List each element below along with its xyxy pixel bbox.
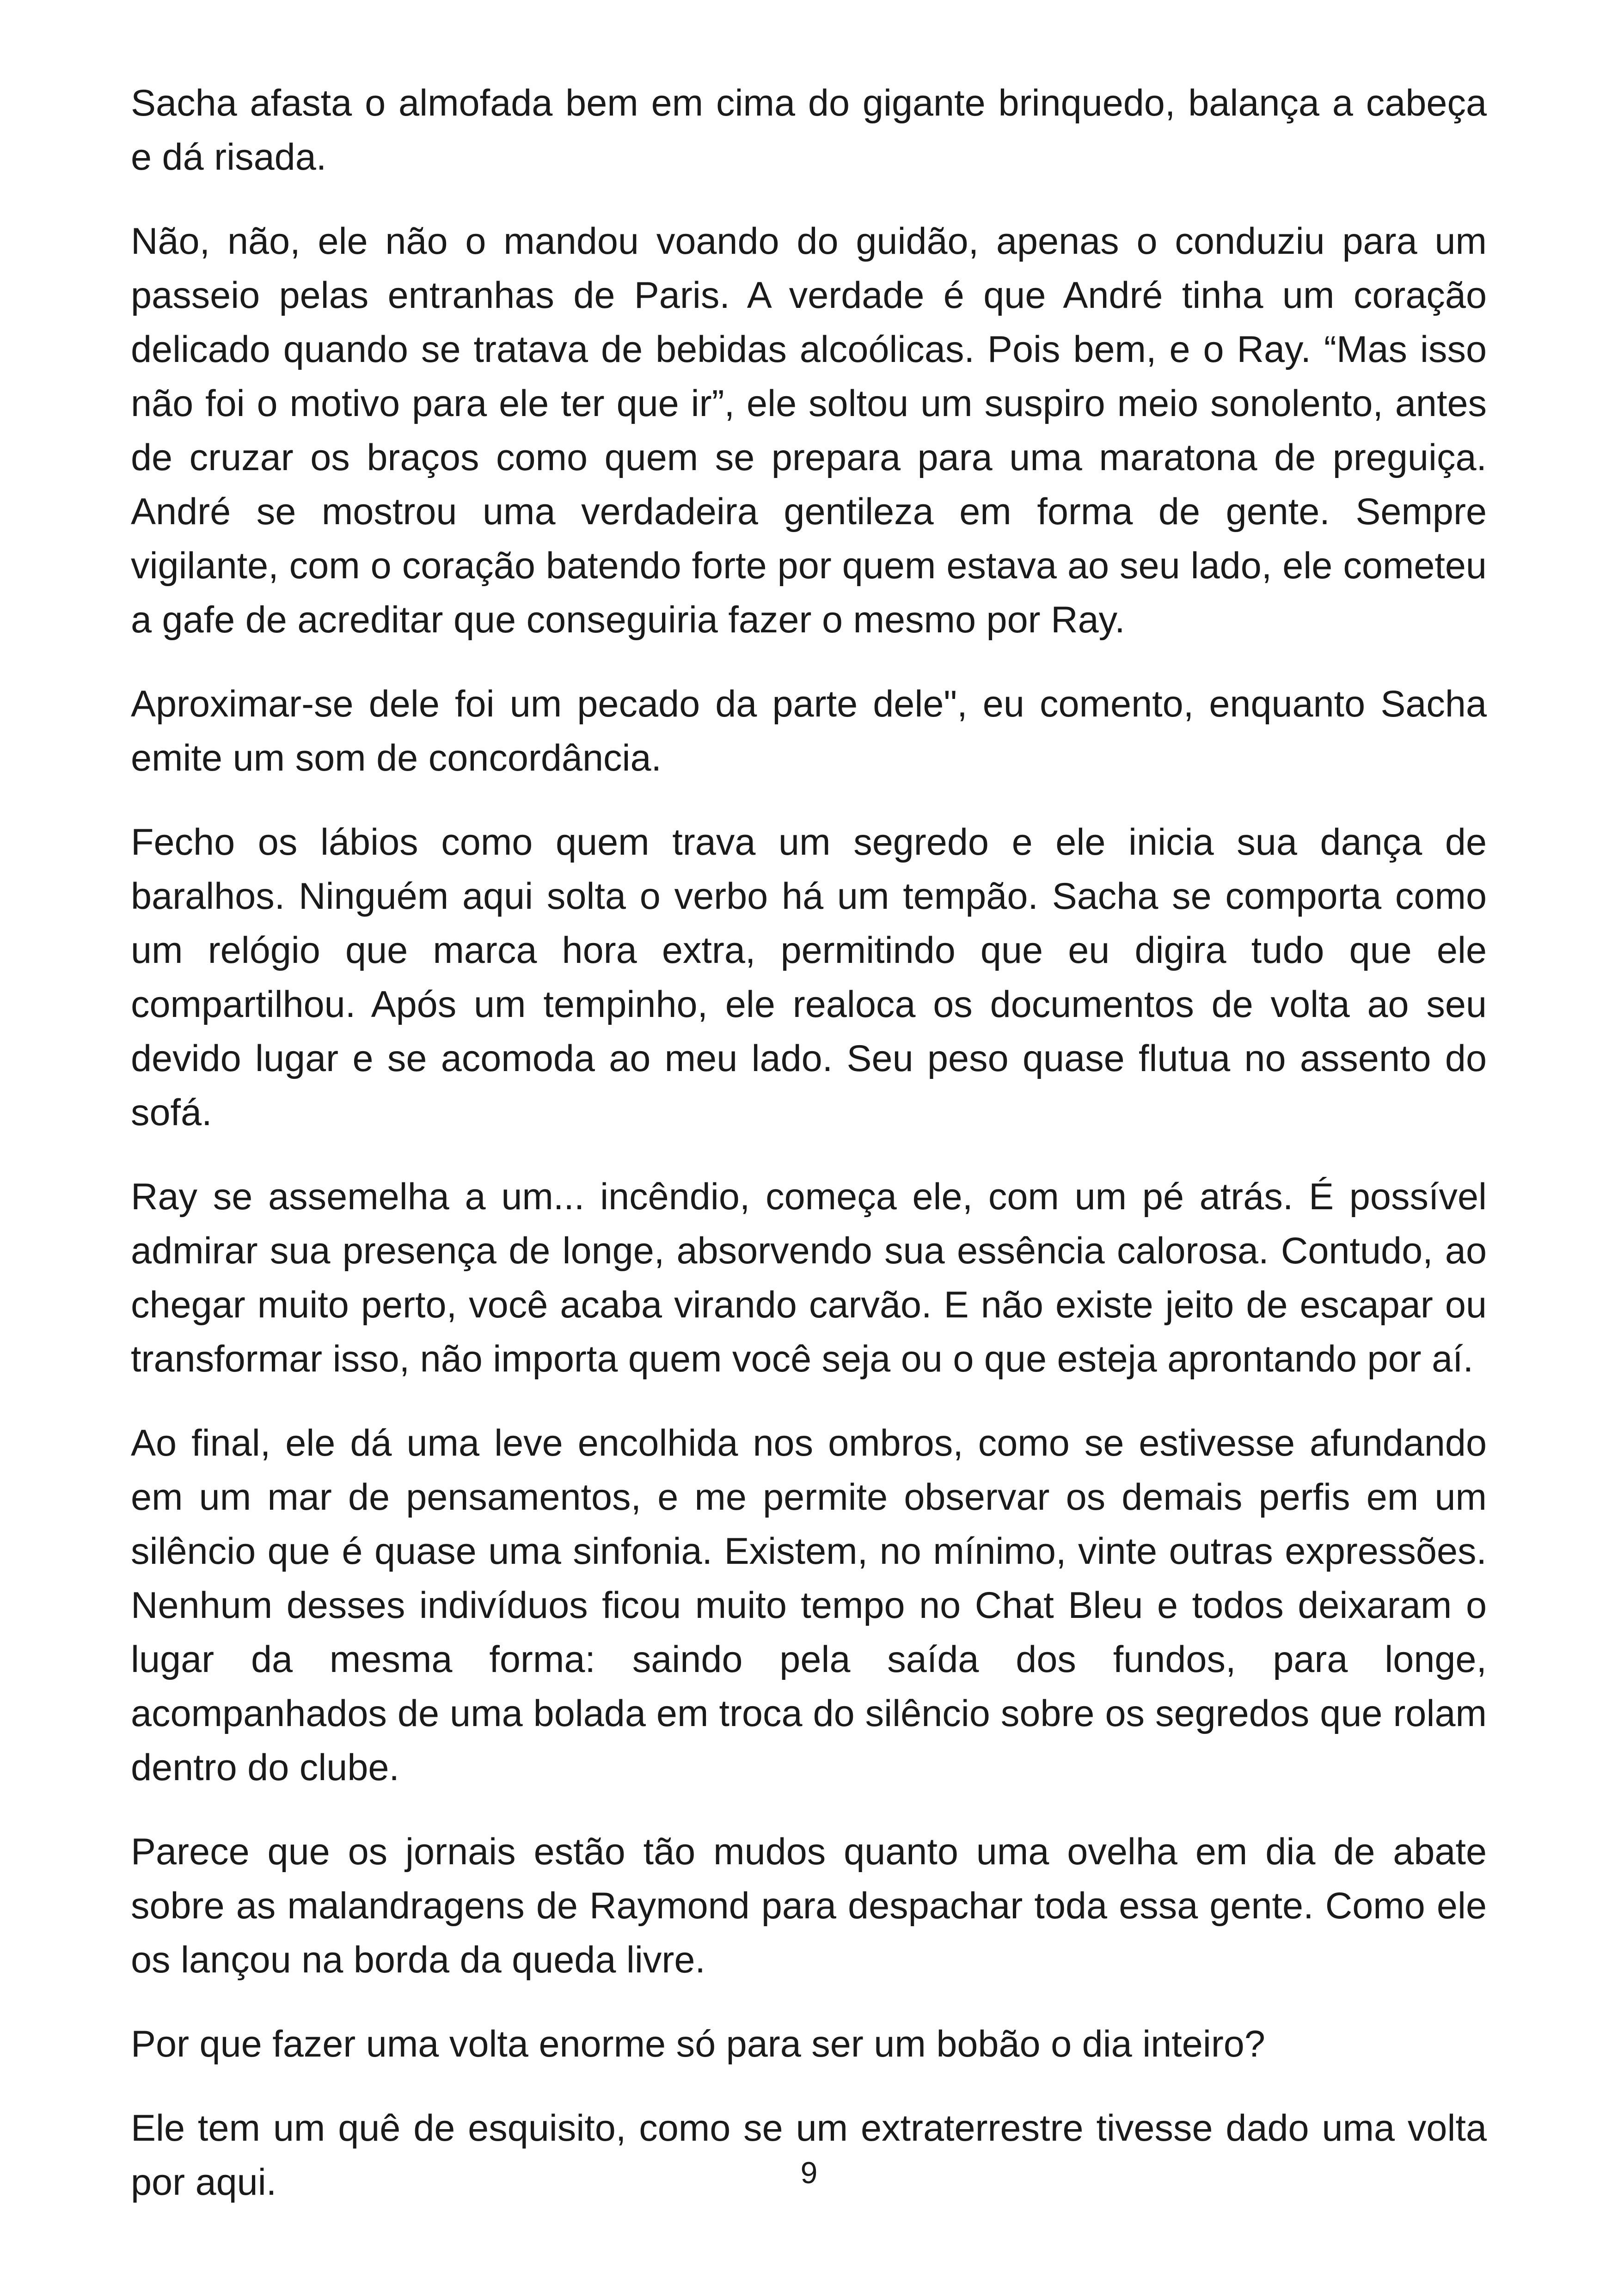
page-number: 9 [800, 2155, 818, 2190]
paragraph-2: Não, não, ele não o mandou voando do guidão, apenas o conduziu para um passeio pelas entranhas de Paris. A verdade é que André tinha um coração delicado quando se tratava de bebidas alcoólicas. Pois bem, e o Ray. “Mas isso não foi o motivo para ele ter que ir”, ele soltou um suspiro meio sonolento, antes de cruzar os braços como quem se prepara para uma maratona de preguiça. André se mostrou uma verdadeira gentileza em forma de gente. Sempre vigilante, com o coração batendo forte por quem estava ao seu lado, ele cometeu a gafe de acreditar que conseguiria fazer o mesmo por Ray. [131, 220, 1487, 641]
body-text [131, 76, 1487, 2240]
paragraph-6: Ao final, ele dá uma leve encolhida nos ombros, como se estivesse afundando em um mar de pensamentos, e me permite observar os demais perfis em um silêncio que é quase uma sinfonia. Existem, no mínimo, vinte outras expressões. Nenhum desses indivíduos ficou muito tempo no Chat Bleu e todos deixaram o lugar da mesma forma: saindo pela saída dos fundos, para longe, acompanhados de uma bolada em troca do silêncio sobre os segredos que rolam dentro do clube. [131, 1422, 1487, 1788]
paragraph-8: Por que fazer uma volta enorme só para ser um bobão o dia inteiro? [131, 2023, 1265, 2065]
paragraph-5: Ray se assemelha a um... incêndio, começa ele, com um pé atrás. É possível admirar sua presença de longe, absorvendo sua essência calorosa. Contudo, ao chegar muito perto, você acaba virando carvão. E não existe jeito de escapar ou transformar isso, não importa quem você seja ou o que esteja aprontando por aí. [131, 1176, 1487, 1380]
paragraph-4: Fecho os lábios como quem trava um segredo e ele inicia sua dança de baralhos. Ninguém aqui solta o verbo há um tempão. Sacha se comporta como um relógio que marca hora extra, permitindo que eu digira tudo que ele compartilhou. Após um tempinho, ele realoca os documentos de volta ao seu devido lugar e se acomoda ao meu lado. Seu peso quase flutua no assento do sofá. [131, 821, 1487, 1133]
paragraph-1: Sacha afasta o almofada bem em cima do gigante brinquedo, balança a cabeça e dá risada. [131, 82, 1487, 178]
paragraph-9: Ele tem um quê de esquisito, como se um extraterrestre tivesse dado uma volta por aqui. [131, 2107, 1487, 2203]
paragraph-7: Parece que os jornais estão tão mudos quanto uma ovelha em dia de abate sobre as malandragens de Raymond para despachar toda essa gente. Como ele os lançou na borda da queda livre. [131, 1831, 1487, 1981]
paragraph-3: Aproximar-se dele foi um pecado da parte dele", eu comento, enquanto Sacha emite um som de concordância. [131, 683, 1487, 779]
